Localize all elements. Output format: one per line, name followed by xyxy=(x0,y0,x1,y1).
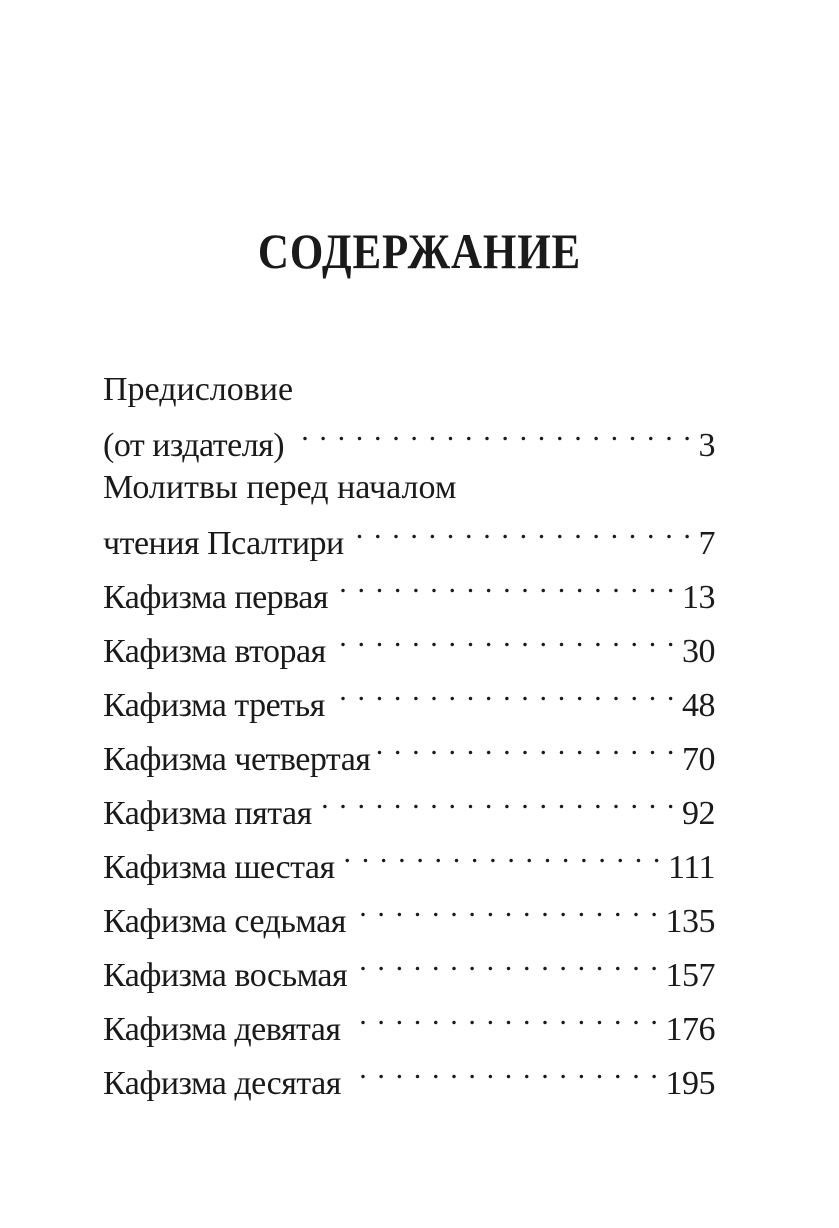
toc-entry-title: Кафизма десятая xyxy=(103,1065,341,1102)
toc-page-number: 176 xyxy=(665,1011,715,1048)
toc-entry-kathisma-2 xyxy=(103,618,715,670)
toc-page-number: 92 xyxy=(682,795,715,832)
toc-page-number: 157 xyxy=(665,957,715,994)
toc-entry-title: Кафизма пятая xyxy=(103,795,312,832)
toc-page-number: 195 xyxy=(665,1065,715,1102)
dot-leader xyxy=(376,726,676,770)
toc-entry-kathisma-1 xyxy=(103,564,715,616)
dot-leader xyxy=(341,834,662,878)
toc-entry-title-line1: Молитвы перед началом xyxy=(103,469,457,506)
toc-entry-kathisma-9 xyxy=(103,996,715,1048)
toc-entry-title: Кафизма девятая xyxy=(103,1011,341,1048)
toc-page-number: 13 xyxy=(682,579,715,616)
toc-entry-kathisma-8 xyxy=(103,942,715,994)
toc-page-number: 111 xyxy=(668,849,715,886)
toc-page-number: 70 xyxy=(682,741,715,778)
toc-entry-preface xyxy=(103,368,715,464)
toc-entry-title: Кафизма шестая xyxy=(103,849,335,886)
toc-entry-title-line1: Предисловие xyxy=(103,371,294,408)
toc-entry-prayers xyxy=(103,466,715,562)
page-title: СОДЕРЖАНИЕ xyxy=(257,223,582,279)
toc-entry-title: Кафизма вторая xyxy=(103,633,326,670)
toc-entry-kathisma-7 xyxy=(103,888,715,940)
toc-page-number: 7 xyxy=(698,525,715,562)
toc-page-number: 3 xyxy=(698,427,715,464)
dot-leader xyxy=(350,510,693,554)
toc-entry-kathisma-4 xyxy=(103,726,715,778)
dot-leader xyxy=(332,618,676,662)
toc-page-number: 48 xyxy=(682,687,715,724)
toc-entry-title: Кафизма седьмая xyxy=(103,903,346,940)
toc-entry-title: Кафизма восьмая xyxy=(103,957,348,994)
dot-leader xyxy=(290,412,692,456)
toc-entry-title: Кафизма первая xyxy=(103,579,328,616)
dot-leader xyxy=(347,1050,660,1094)
table-of-contents xyxy=(103,368,715,1102)
toc-entry-title: Кафизма третья xyxy=(103,687,325,724)
dot-leader xyxy=(318,780,676,824)
toc-entry-kathisma-6 xyxy=(103,834,715,886)
dot-leader xyxy=(347,996,660,1040)
dot-leader xyxy=(353,942,659,986)
toc-page-number: 30 xyxy=(682,633,715,670)
dot-leader xyxy=(352,888,660,932)
toc-entry-kathisma-10 xyxy=(103,1050,715,1102)
dot-leader xyxy=(331,672,676,716)
toc-page-number: 135 xyxy=(665,903,715,940)
toc-entry-kathisma-5 xyxy=(103,780,715,832)
dot-leader xyxy=(334,564,676,608)
toc-entry-title: (от издателя) xyxy=(103,427,285,464)
toc-entry-kathisma-3 xyxy=(103,672,715,724)
toc-entry-title: чтения Псалтири xyxy=(103,525,344,562)
toc-entry-title: Кафизма четвертая xyxy=(103,741,371,778)
